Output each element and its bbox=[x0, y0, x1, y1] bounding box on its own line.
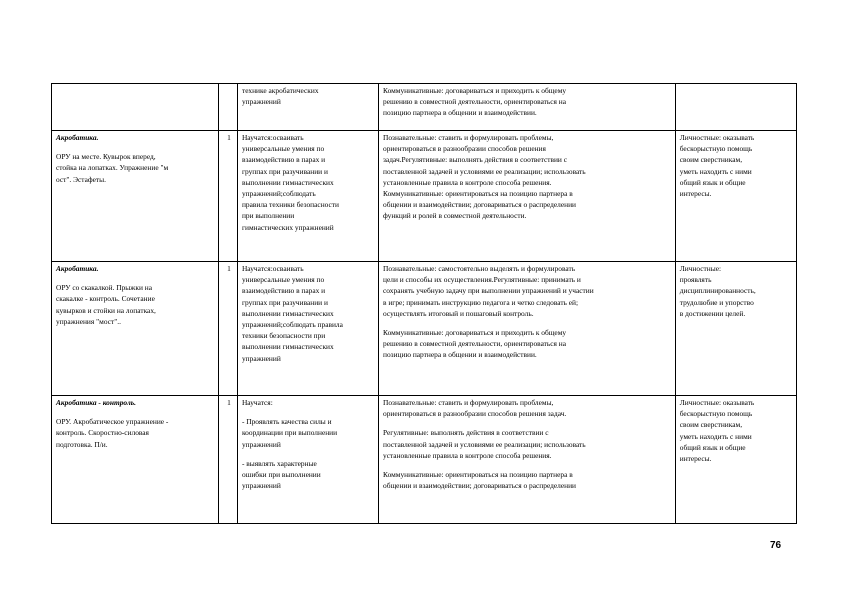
topic-title: Акробатика. bbox=[56, 264, 99, 273]
text-line: бескорыстную помощь bbox=[679, 409, 753, 419]
subject-results-cell bbox=[237, 262, 378, 396]
text-line: в достижении целей. bbox=[679, 308, 746, 318]
text-line: уметь находить с ними bbox=[679, 431, 752, 441]
personal-results-cell bbox=[675, 396, 796, 524]
table-row bbox=[52, 131, 797, 262]
text-line: установленные правила в контроле способа решения. bbox=[383, 450, 552, 460]
text-line: универсальные умения по bbox=[241, 144, 325, 154]
hours-cell: 1 bbox=[219, 131, 238, 262]
text-line: упражнений;соблюдать правила bbox=[241, 320, 343, 330]
text-line: уметь находить с ними bbox=[679, 166, 752, 176]
text-line: выполнении гимнастических bbox=[241, 342, 334, 352]
meta-results-cell bbox=[379, 131, 676, 262]
text-line: упражнений bbox=[241, 481, 281, 491]
table-row bbox=[52, 396, 797, 524]
text-line: технике акробатических bbox=[241, 86, 319, 95]
text-line: решению в совместной деятельности, ориентироваться на bbox=[383, 339, 567, 349]
personal-results-cell bbox=[675, 131, 796, 262]
text-line: Научатся:осваивать bbox=[241, 133, 304, 142]
text-line: общий язык и общие bbox=[679, 442, 746, 452]
text-line: подготовка. П/и. bbox=[56, 439, 108, 449]
text-line: ориентироваться в разнообразии способов решения задач. bbox=[383, 409, 567, 419]
text-line: упражнений;соблюдать bbox=[241, 189, 316, 199]
topic-cell bbox=[52, 84, 219, 131]
text-line: ОРУ на месте. Кувырок вперед, bbox=[56, 152, 156, 162]
text-line: решению в совместной деятельности, ориентироваться на bbox=[383, 97, 567, 107]
topic-cell bbox=[52, 396, 219, 524]
topic-title: Акробатика. bbox=[56, 133, 99, 142]
text-line: Познавательные: ставить и формулировать проблемы, bbox=[383, 398, 554, 407]
text-line: общий язык и общие bbox=[679, 177, 746, 187]
text-line: Коммуникативные: договариваться и приходить к общему bbox=[383, 86, 567, 95]
text-line: ошибки при выполнении bbox=[241, 470, 321, 480]
text-line: интересы. bbox=[679, 189, 712, 199]
topic-cell bbox=[52, 262, 219, 396]
text-line: своим сверстникам, bbox=[679, 420, 743, 430]
text-line: стойка на лопатках. Упражнение "м bbox=[56, 163, 169, 173]
meta-results-cell bbox=[379, 262, 676, 396]
meta-results-cell bbox=[379, 396, 676, 524]
text-line: цели и способы их осуществления.Регулятивные: принимать и bbox=[383, 275, 581, 285]
text-line: Личностные: оказывать bbox=[679, 398, 755, 407]
text-line: поставленной задачей и условиями ее реализации; использовать bbox=[383, 439, 586, 449]
table-row bbox=[52, 262, 797, 396]
text-line: контроль. Скоростно-силовая bbox=[56, 428, 149, 438]
text-line: выполнении гимнастических bbox=[241, 177, 334, 187]
text-line: в игре; принимать инструкцию педагога и четко следовать ей; bbox=[383, 297, 579, 307]
text-line: Научатся: bbox=[241, 398, 273, 407]
text-line: универсальные умения по bbox=[241, 275, 325, 285]
text-line: упражнения "мост".. bbox=[56, 316, 121, 326]
subject-results-cell bbox=[237, 84, 378, 131]
page-number: 76 bbox=[770, 540, 782, 551]
text-line: Личностные: оказывать bbox=[679, 133, 755, 142]
hours-cell: 1 bbox=[219, 396, 238, 524]
subject-results-cell bbox=[237, 396, 378, 524]
text-line: - Проявлять качества силы и bbox=[241, 417, 332, 427]
text-line: взаимодействию в парах и bbox=[241, 286, 326, 296]
subject-results-cell bbox=[237, 131, 378, 262]
text-line: позицию партнера в общении и взаимодействии. bbox=[383, 108, 537, 118]
meta-results-cell bbox=[379, 84, 676, 131]
text-line: задач.Регулятивные: выполнять действия в соответствии с bbox=[383, 155, 568, 165]
text-line: осуществлять итоговый и пошаговый контроль. bbox=[383, 308, 534, 318]
text-line: бескорыстную помощь bbox=[679, 144, 753, 154]
table-row bbox=[52, 84, 797, 131]
text-line: поставленной задачей и условиями ее реализации; использовать bbox=[383, 166, 586, 176]
text-line: скакалке - контроль. Сочетание bbox=[56, 294, 155, 304]
text-line: при выполнении bbox=[241, 211, 295, 221]
lesson-plan-table bbox=[51, 83, 797, 524]
text-line: Познавательные: самостоятельно выделять и формулировать bbox=[383, 264, 576, 273]
text-line: дисциплинированность, bbox=[679, 286, 756, 296]
text-line: техники безопасности при bbox=[241, 331, 326, 341]
text-line: гимнастических упражнений bbox=[241, 222, 334, 232]
text-line: Коммуникативные: ориентироваться на позицию партнера в bbox=[383, 189, 573, 199]
text-line: трудолюбие и упорство bbox=[679, 297, 754, 307]
personal-results-cell bbox=[675, 84, 796, 131]
text-line: группах при разучивании и bbox=[241, 297, 328, 307]
text-line: ОРУ. Акробатическое упражнение - bbox=[56, 417, 169, 427]
text-line: общении и взаимодействии; договариваться о распределении bbox=[383, 200, 577, 210]
text-line: установленные правила в контроле способа решения. bbox=[383, 177, 552, 187]
text-line: позицию партнера в общении и взаимодействии. bbox=[383, 350, 537, 360]
text-line: интересы. bbox=[679, 454, 712, 464]
text-line: Личностные: bbox=[679, 264, 722, 273]
text-line: - выявлять характерные bbox=[241, 458, 317, 468]
text-line: упражнений bbox=[241, 353, 281, 363]
text-line: Коммуникативные: договариваться и приходить к общему bbox=[383, 328, 567, 338]
text-line: кувырков и стойки на лопатках, bbox=[56, 305, 156, 315]
text-line: правила техники безопасности bbox=[241, 200, 339, 210]
text-line: сохранять учебную задачу при выполнении упражнений и участии bbox=[383, 286, 594, 296]
text-line: группах при разучивании и bbox=[241, 166, 328, 176]
text-line: выполнении гимнастических bbox=[241, 308, 334, 318]
text-line: проявлять bbox=[679, 275, 712, 285]
topic-title: Акробатика - контроль. bbox=[56, 398, 136, 407]
text-line: функций и ролей в совместной деятельности. bbox=[383, 211, 527, 221]
text-line: ост". Эстафеты. bbox=[56, 174, 106, 184]
text-line: упражнений bbox=[241, 97, 281, 107]
text-line: своим сверстникам, bbox=[679, 155, 743, 165]
text-line: ОРУ со скакалкой. Прыжки на bbox=[56, 283, 153, 293]
topic-cell bbox=[52, 131, 219, 262]
text-line: Научатся:осваивать bbox=[241, 264, 304, 273]
text-line: упражнений bbox=[241, 439, 281, 449]
text-line: координации при выполнении bbox=[241, 428, 338, 438]
text-line: Регулятивные: выполнять действия в соответствии с bbox=[383, 428, 549, 438]
hours-cell bbox=[219, 84, 238, 131]
text-line: Коммуникативные: ориентироваться на позицию партнера в bbox=[383, 470, 573, 480]
text-line: Познавательные: ставить и формулировать проблемы, bbox=[383, 133, 554, 142]
personal-results-cell bbox=[675, 262, 796, 396]
text-line: ориентироваться в разнообразии способов решения bbox=[383, 144, 546, 154]
text-line: общении и взаимодействии; договариваться о распределении bbox=[383, 481, 577, 491]
text-line: взаимодействию в парах и bbox=[241, 155, 326, 165]
hours-cell: 1 bbox=[219, 262, 238, 396]
